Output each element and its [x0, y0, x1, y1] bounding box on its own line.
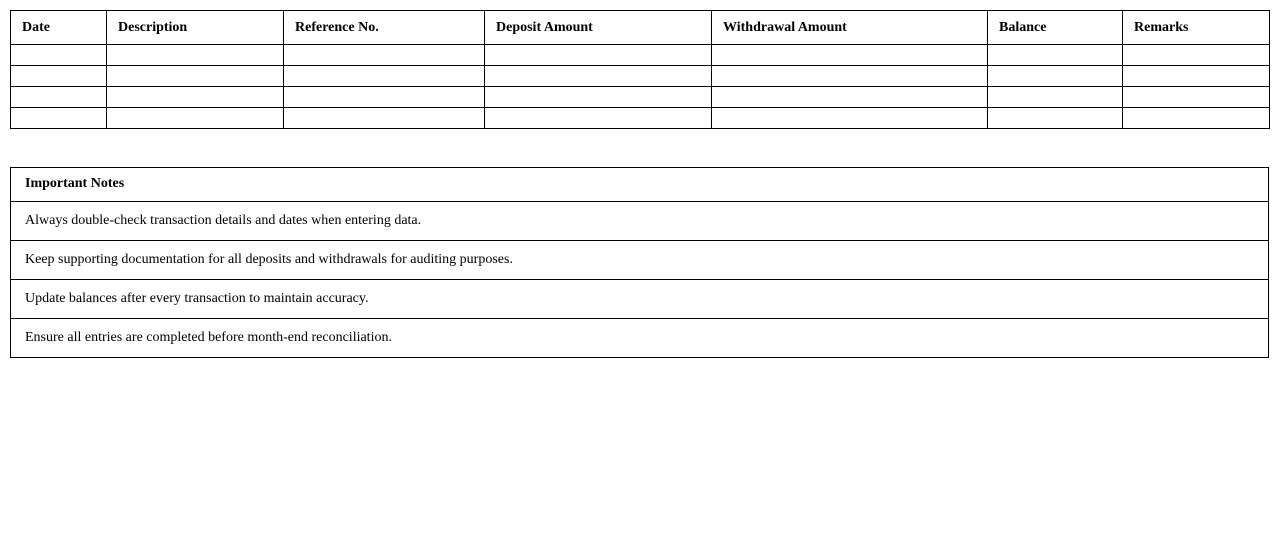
ledger-entry-cell[interactable] [712, 108, 988, 129]
important-notes-table [10, 167, 1269, 358]
notes-header-row [11, 168, 1269, 202]
ledger-column-header: Reference No. [284, 11, 485, 45]
ledger-entry-row [11, 45, 1270, 66]
ledger-entry-cell[interactable] [1123, 87, 1270, 108]
ledger-entry-cell[interactable] [284, 45, 485, 66]
ledger-entry-cell[interactable] [988, 87, 1123, 108]
note-row [11, 280, 1269, 319]
ledger-entry-cell[interactable] [988, 45, 1123, 66]
ledger-column-header: Date [11, 11, 107, 45]
ledger-column-header: Description [107, 11, 284, 45]
ledger-column-header: Remarks [1123, 11, 1270, 45]
ledger-entry-cell[interactable] [107, 87, 284, 108]
ledger-entry-cell[interactable] [107, 108, 284, 129]
note-row [11, 319, 1269, 358]
ledger-entry-row [11, 66, 1270, 87]
ledger-column-header: Balance [988, 11, 1123, 45]
ledger-table-head [11, 11, 1270, 45]
ledger-entry-cell[interactable] [11, 45, 107, 66]
ledger-entry-cell[interactable] [485, 66, 712, 87]
note-text: Keep supporting documentation for all deposits and withdrawals for auditing purposes. [11, 241, 1269, 280]
note-text: Always double-check transaction details and dates when entering data. [11, 202, 1269, 241]
ledger-entry-cell[interactable] [988, 66, 1123, 87]
ledger-entry-cell[interactable] [11, 87, 107, 108]
ledger-column-header: Withdrawal Amount [712, 11, 988, 45]
ledger-entry-cell[interactable] [11, 108, 107, 129]
ledger-entry-cell[interactable] [712, 87, 988, 108]
ledger-entry-cell[interactable] [485, 108, 712, 129]
ledger-entry-row [11, 108, 1270, 129]
ledger-entry-cell[interactable] [1123, 45, 1270, 66]
note-row [11, 241, 1269, 280]
ledger-entry-cell[interactable] [107, 66, 284, 87]
ledger-entry-cell[interactable] [284, 108, 485, 129]
ledger-entry-cell[interactable] [1123, 66, 1270, 87]
ledger-table-body [11, 45, 1270, 129]
ledger-header-row [11, 11, 1270, 45]
ledger-entry-cell[interactable] [712, 45, 988, 66]
ledger-entry-cell[interactable] [1123, 108, 1270, 129]
notes-heading: Important Notes [11, 168, 1269, 202]
ledger-entry-cell[interactable] [107, 45, 284, 66]
ledger-entry-row [11, 87, 1270, 108]
ledger-entry-cell[interactable] [485, 45, 712, 66]
ledger-column-header: Deposit Amount [485, 11, 712, 45]
ledger-entry-cell[interactable] [712, 66, 988, 87]
note-row [11, 202, 1269, 241]
ledger-entry-cell[interactable] [284, 87, 485, 108]
ledger-entry-cell[interactable] [11, 66, 107, 87]
ledger-entry-cell[interactable] [284, 66, 485, 87]
notes-table-body [11, 202, 1269, 358]
ledger-entry-cell[interactable] [988, 108, 1123, 129]
note-text: Ensure all entries are completed before month-end reconciliation. [11, 319, 1269, 358]
note-text: Update balances after every transaction to maintain accuracy. [11, 280, 1269, 319]
transaction-ledger-table [10, 10, 1270, 129]
notes-table-head [11, 168, 1269, 202]
ledger-entry-cell[interactable] [485, 87, 712, 108]
transaction-ledger-section [10, 10, 1269, 129]
important-notes-section [10, 167, 1269, 358]
